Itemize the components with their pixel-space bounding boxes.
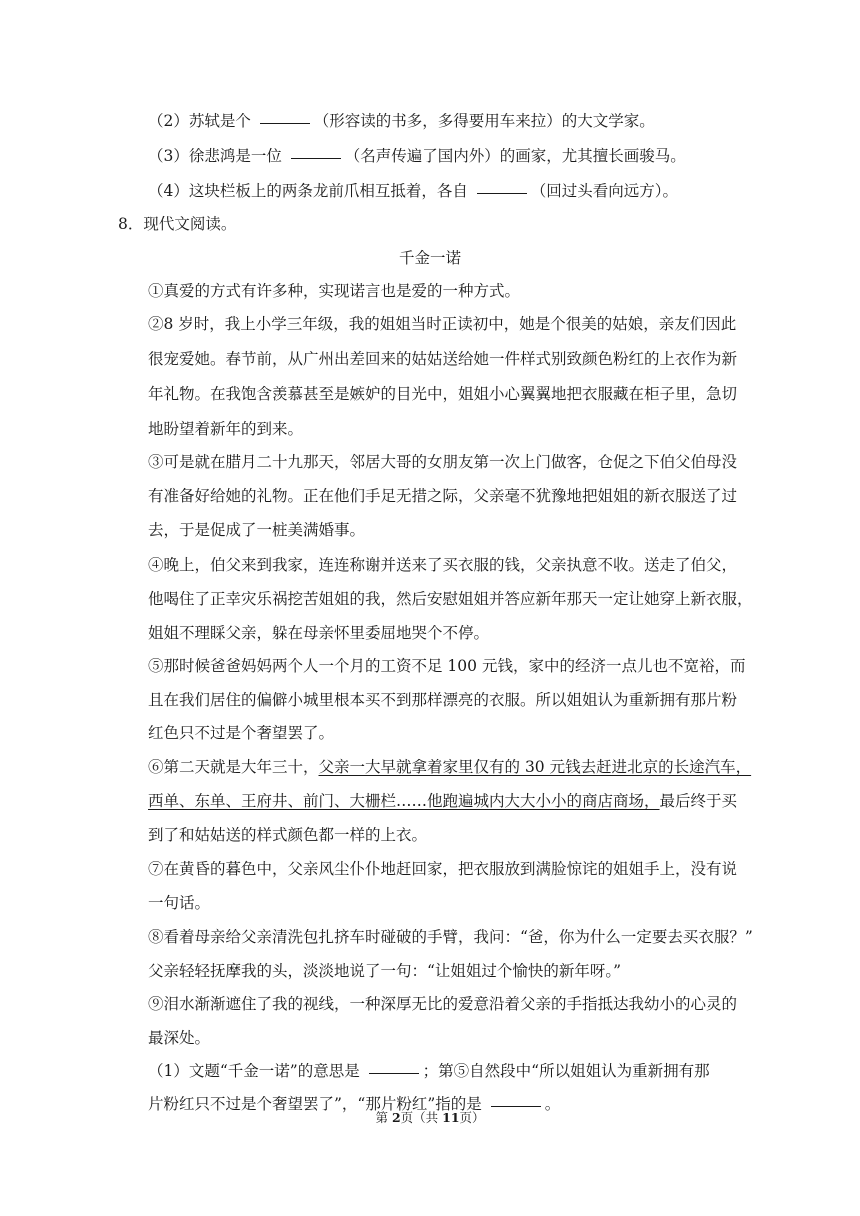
paragraph-3-line: ③可是就在腊月二十九那天，邻居大哥的女朋友第一次上门做客，仓促之下伯父伯母没 [148, 453, 738, 471]
footer-text: 页） [459, 1110, 485, 1125]
paragraph-4-line: 他喝住了正幸灾乐祸挖苦姐姐的我，然后安慰姐姐并答应新年那天一定让她穿上新衣服， [148, 590, 753, 608]
paragraph-5-line: 且在我们居住的偏僻小城里根本买不到那样漂亮的衣服。所以姐姐认为重新拥有那片粉 [148, 691, 738, 709]
question-text: 片粉红只不过是个奢望罢了”，“那片粉红”指的是 [148, 1095, 487, 1113]
paragraph-7-line: ⑦在黄昏的暮色中，父亲风尘仆仆地赶回家，把衣服放到满脸惊诧的姐姐手上，没有说 [148, 860, 738, 878]
paragraph-4-line: 姐姐不理睬父亲，躲在母亲怀里委屈地哭个不停。 [148, 624, 490, 642]
paragraph-5-line: 红色只不过是个奢望罢了。 [148, 724, 335, 742]
paragraph-2-line: 很宠爱她。春节前，从广州出差回来的姑姑送给她一件样式别致颜色粉红的上衣作为新 [148, 350, 738, 368]
question-text: （2）苏轼是个 [148, 112, 256, 130]
paragraph-3-line: 去，于是促成了一桩美满婚事。 [148, 521, 366, 539]
paragraph-2-line: 地盼望着新年的到来。 [148, 420, 304, 438]
paragraph-6-line [148, 791, 738, 811]
answer-blank[interactable] [369, 1072, 419, 1074]
paragraph-4-line: ④晚上，伯父来到我家，连连称谢并送来了买衣服的钱，父亲执意不收。送走了伯父， [148, 556, 738, 574]
question-text: （4）这块栏板上的两条龙前爪相互抵着，各自 [148, 182, 473, 200]
paragraph-1: ①真爱的方式有许多种，实现诺言也是爱的一种方式。 [148, 282, 521, 300]
paragraph-6-text: 最后终于买 [659, 792, 738, 810]
paragraph-3-line: 有准备好给她的礼物。正在他们手足无措之际，父亲毫不犹豫地把姐姐的新衣服送了过 [148, 487, 738, 505]
paragraph-8-line: ⑧看着母亲给父亲清洗包扎挤车时碰破的手臂，我问：“爸，你为什么一定要去买衣服？” [148, 928, 753, 946]
answer-blank[interactable] [491, 1105, 541, 1107]
page-number: 2 [391, 1110, 401, 1125]
question-7-4 [148, 181, 728, 201]
answer-blank[interactable] [260, 122, 310, 124]
question-text: （形容读的书多，多得要用车来拉）的大文学家。 [313, 112, 655, 130]
answer-blank[interactable] [477, 192, 527, 194]
footer-text: 第 [375, 1110, 392, 1125]
footer-text: 页（共 [400, 1110, 443, 1125]
question-8-heading: 8．现代文阅读。 [118, 215, 237, 233]
question-7-2 [148, 111, 728, 131]
paragraph-9-line: 最深处。 [148, 1029, 211, 1047]
paragraph-6-line [148, 757, 752, 777]
question-text: （3）徐悲鸿是一位 [148, 147, 287, 165]
paragraph-7-line: 一句话。 [148, 894, 211, 912]
question-text: ；第⑤自然段中“所以姐姐认为重新拥有那 [422, 1062, 710, 1080]
question-text: （1）文题“千金一诺”的意思是 [148, 1062, 365, 1080]
underlined-passage: 父亲一大早就拿着家里仅有的 30 元钱去赶进北京的长途汽车， [318, 758, 752, 776]
question-text: 。 [544, 1095, 561, 1113]
paragraph-6-line: 到了和姑姑送的样式颜色都一样的上衣。 [148, 826, 428, 844]
question-7-3 [148, 146, 728, 166]
passage-title: 千金一诺 [398, 249, 461, 267]
paragraph-9-line: ⑨泪水渐渐遮住了我的视线，一种深厚无比的爱意沿着父亲的手指抵达我幼小的心灵的 [148, 995, 738, 1013]
question-text: （名声传遍了国内外）的画家，尤其擅长画骏马。 [344, 147, 686, 165]
paragraph-5-line: ⑤那时候爸爸妈妈两个人一个月的工资不足 100 元钱，家中的经济一点儿也不宽裕，而 [148, 657, 746, 675]
total-pages: 11 [442, 1110, 460, 1125]
underlined-passage: 西单、东单、王府井、前门、大栅栏……他跑遍城内大大小小的商店商场， [148, 792, 660, 810]
paragraph-2-line: ②8 岁时，我上小学三年级，我的姐姐当时正读初中，她是个很美的姑娘，亲友们因此 [148, 315, 737, 333]
answer-blank[interactable] [291, 157, 341, 159]
paragraph-6-text: ⑥第二天就是大年三十， [148, 758, 319, 776]
question-8-1 [148, 1061, 728, 1081]
page-footer [0, 1110, 860, 1126]
paragraph-8-line: 父亲轻轻抚摩我的头，淡淡地说了一句：“让姐姐过个愉快的新年呀。” [148, 962, 622, 980]
question-text: （回过头看向远方）。 [530, 182, 679, 200]
paragraph-2-line: 年礼物。在我饱含羡慕甚至是嫉妒的目光中，姐姐小心翼翼地把衣服藏在柜子里，急切 [148, 385, 738, 403]
